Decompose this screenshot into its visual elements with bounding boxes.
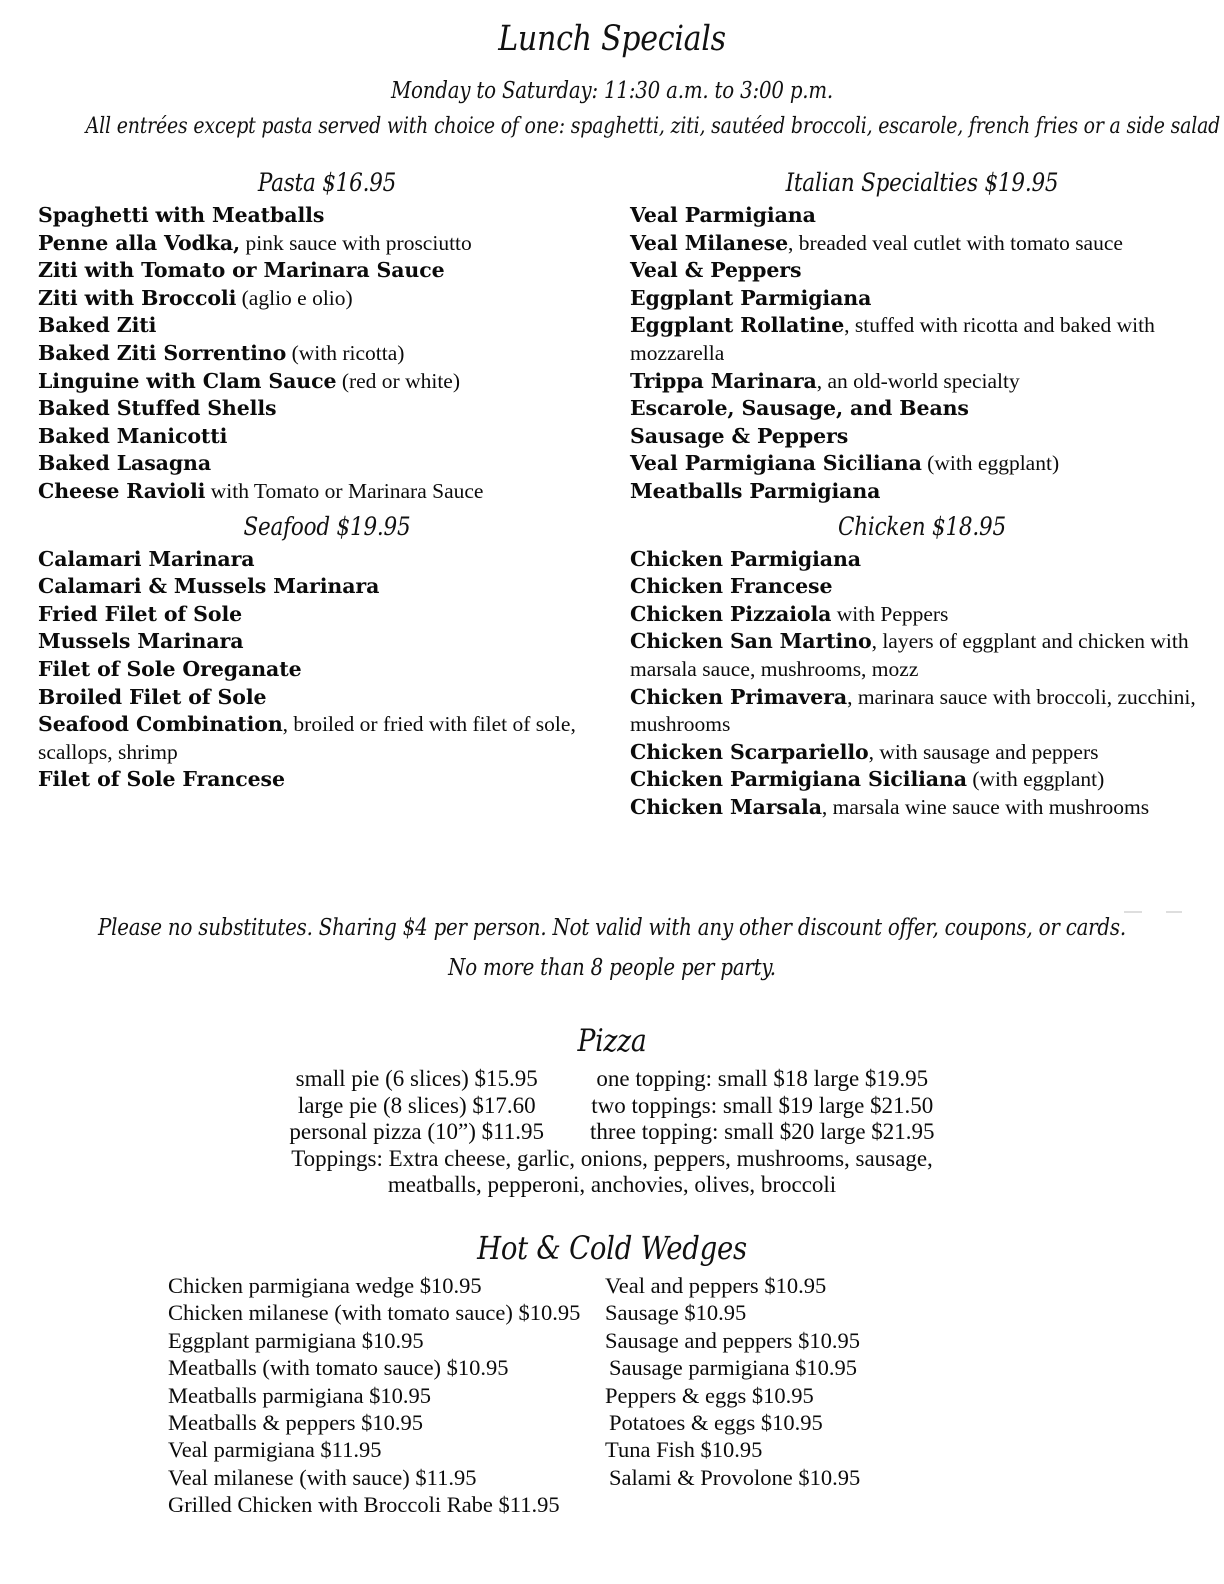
menu-item (630, 739, 1214, 767)
menu-item (630, 601, 1214, 629)
menu-item-description: (with ricotta) (286, 340, 405, 365)
wedge-item: Veal and peppers $10.95 (605, 1273, 827, 1298)
pizza-topping-price-row: two toppings: small $19 large $21.50 (591, 1092, 934, 1118)
menu-item (630, 794, 1214, 822)
menu-item (630, 312, 1214, 367)
menu-item (38, 340, 616, 368)
menu-item (630, 573, 1214, 601)
wedge-item: Chicken milanese (with tomato sauce) $10.95 (168, 1300, 581, 1326)
wedge-item: Grilled Chicken with Broccoli Rabe $11.95 (168, 1492, 560, 1518)
menu-item-name: Ziti with Broccoli (38, 285, 237, 310)
pizza-toppings-line-2: meatballs, pepperoni, anchovies, olives, broccoli (387, 1172, 837, 1198)
right-menu-column (630, 166, 1214, 821)
pizza-topping-price-row: three topping: small $20 large $21.95 (590, 1119, 935, 1145)
menu-item-name: Mussels Marinara (38, 629, 244, 654)
menu-item-name: Baked Manicotti (38, 423, 228, 448)
menu-item-name: Baked Stuffed Shells (38, 396, 277, 421)
pizza-price-row: large pie (8 slices) $17.60 (297, 1092, 536, 1118)
menu-item (38, 656, 616, 684)
menu-item (38, 312, 616, 340)
left-menu-column (38, 166, 616, 794)
menu-item-name: Meatballs Parmigiana (630, 478, 881, 503)
hours-line: Monday to Saturday: 11:30 a.m. to 3:00 p.m. (390, 78, 834, 104)
pizza-pricing-block (0, 1066, 1224, 1199)
pizza-topping-price-row: one topping: small $18 large $19.95 (596, 1066, 929, 1091)
pizza-toppings-line-1: Toppings: Extra cheese, garlic, onions, peppers, mushrooms, sausage, (291, 1145, 933, 1171)
menu-item-description: , marinara sauce with broccoli, zucchini, mushrooms (630, 684, 1196, 737)
menu-item-name: Sausage & Peppers (630, 423, 849, 448)
menu-item-name: Ziti with Tomato or Marinara Sauce (38, 258, 445, 283)
wedge-item: Potatoes & eggs $10.95 (609, 1410, 823, 1436)
menu-item-description: , broiled or fried with filet of sole, scallops, shrimp (38, 712, 576, 764)
menu-item (630, 257, 1214, 285)
menu-item-name: Linguine with Clam Sauce (38, 368, 337, 393)
menu-item (38, 478, 616, 506)
menu-item (38, 573, 616, 601)
disclaimer-line-2: No more than 8 people per party. (448, 955, 776, 981)
menu-item-name: Chicken Parmigiana (630, 546, 861, 571)
menu-item-name: Chicken Francese (630, 574, 833, 599)
menu-item-name: Broiled Filet of Sole (38, 684, 267, 709)
menu-item-name: Trippa Marinara (630, 368, 817, 393)
section-heading-hot-cold-wedges: Hot & Cold Wedges (477, 1229, 747, 1267)
menu-item-name: Eggplant Rollatine (630, 313, 845, 338)
menu-item-name: Filet of Sole Oreganate (38, 656, 302, 681)
menu-item (630, 202, 1214, 230)
wedge-item: Chicken parmigiana wedge $10.95 (168, 1273, 482, 1298)
section-heading-pasta: Pasta $16.95 (257, 168, 397, 197)
wedge-item: Sausage $10.95 (605, 1300, 747, 1326)
menu-item (630, 450, 1214, 478)
menu-item (630, 546, 1214, 574)
menu-item (38, 423, 616, 451)
menu-item (630, 628, 1214, 683)
menu-item (38, 628, 616, 656)
served-with-note: All entrées except pasta served with choice of one: spaghetti, ziti, sautéed broccoli, escarole, french fries or a side salad (85, 114, 1221, 139)
menu-item-name: Chicken Primavera (630, 684, 848, 709)
pasta-item-list (38, 202, 616, 506)
menu-item-name: Baked Lasagna (38, 451, 212, 476)
menu-item (38, 601, 616, 629)
menu-item-description: , marsala wine sauce with mushrooms (821, 794, 1150, 819)
menu-item (38, 766, 616, 794)
menu-item-name: Chicken Marsala (630, 794, 822, 819)
menu-item-name: Seafood Combination (38, 712, 283, 737)
menu-item-description: (red or white) (336, 368, 461, 393)
menu-item (38, 230, 616, 258)
menu-item-description: , an old-world specialty (816, 368, 1020, 393)
scan-artifact-mark (1124, 911, 1142, 913)
menu-item (38, 684, 616, 712)
wedge-item: Meatballs & peppers $10.95 (168, 1410, 423, 1436)
pizza-price-row: personal pizza (10”) $11.95 (289, 1119, 545, 1145)
menu-item-name: Chicken Scarpariello (630, 739, 869, 764)
pizza-toppings-pricing-column (590, 1066, 935, 1146)
wedge-item: Sausage parmigiana $10.95 (609, 1355, 858, 1381)
wedges-right-column (585, 1272, 1045, 1519)
pizza-price-row: small pie (6 slices) $15.95 (295, 1066, 538, 1091)
menu-item (630, 230, 1214, 258)
menu-item-name: Chicken Pizzaiola (630, 601, 832, 626)
menu-item-description: with Peppers (831, 601, 949, 626)
menu-item-name: Penne alla Vodka, (38, 230, 241, 255)
menu-item-description: , with sausage and peppers (868, 739, 1099, 764)
menu-item (630, 684, 1214, 739)
menu-item (630, 368, 1214, 396)
wedge-item: Eggplant parmigiana $10.95 (168, 1327, 424, 1353)
menu-item-description: , stuffed with ricotta and baked with mozzarella (630, 313, 1155, 365)
menu-item-name: Eggplant Parmigiana (630, 285, 872, 310)
menu-item-name: Chicken Parmigiana Siciliana (630, 767, 967, 792)
disclaimer-line-1: Please no substitutes. Sharing $4 per person. Not valid with any other discount offer, coupons, or cards. (98, 915, 1126, 941)
menu-item-name: Escarole, Sausage, and Beans (630, 396, 969, 421)
menu-item (38, 257, 616, 285)
pizza-toppings-list (0, 1146, 1224, 1199)
wedge-item: Sausage and peppers $10.95 (605, 1327, 860, 1353)
chicken-item-list (630, 546, 1214, 822)
menu-item-name: Filet of Sole Francese (38, 767, 285, 792)
menu-item-name: Baked Ziti (38, 313, 157, 338)
menu-item-name: Spaghetti with Meatballs (38, 203, 325, 227)
menu-item (630, 478, 1214, 506)
disclaimer (86, 908, 1139, 988)
wedge-item: Peppers & eggs $10.95 (605, 1382, 814, 1408)
menu-item (630, 423, 1214, 451)
menu-item-name: Veal & Peppers (630, 258, 802, 283)
menu-item-description: , breaded veal cutlet with tomato sauce (788, 230, 1123, 255)
menu-item (38, 450, 616, 478)
wedge-item: Salami & Provolone $10.95 (609, 1464, 861, 1490)
wedge-item: Tuna Fish $10.95 (605, 1437, 763, 1463)
wedge-item: Veal parmigiana $11.95 (168, 1437, 382, 1463)
wedges-block (0, 1272, 1224, 1519)
menu-item-description: , layers of eggplant and chicken with marsala sauce, mushrooms, mozz (630, 629, 1189, 681)
menu-item (38, 395, 616, 423)
menu-item (630, 766, 1214, 794)
menu-item (38, 285, 616, 313)
italian-specialties-item-list (630, 202, 1214, 506)
menu-item-description: (aglio e olio) (236, 285, 353, 310)
wedge-item: Veal milanese (with sauce) $11.95 (168, 1464, 477, 1490)
menu-item (38, 368, 616, 396)
section-heading-chicken: Chicken $18.95 (838, 511, 1006, 541)
menu-item-name: Calamari Marinara (38, 546, 255, 571)
wedges-left-column (0, 1272, 585, 1519)
seafood-item-list (38, 546, 616, 794)
menu-item (38, 711, 616, 766)
menu-item (38, 546, 616, 574)
menu-item-name: Veal Milanese (630, 230, 789, 255)
menu-item (38, 202, 616, 230)
menu-item-name: Baked Ziti Sorrentino (38, 340, 287, 365)
menu-item-name: Veal Parmigiana (630, 203, 816, 227)
menu-item-description: with Tomato or Marinara Sauce (205, 478, 484, 503)
menu-item (630, 285, 1214, 313)
menu-item-description: pink sauce with prosciutto (240, 230, 472, 255)
wedge-item: Meatballs (with tomato sauce) $10.95 (168, 1355, 509, 1381)
section-heading-pizza: Pizza (577, 1023, 647, 1059)
menu-item (630, 395, 1214, 423)
menu-item-name: Chicken San Martino (630, 629, 872, 654)
menu-item-description: (with eggplant) (966, 767, 1105, 792)
menu-item-description: (with eggplant) (921, 451, 1060, 476)
menu-item-name: Fried Filet of Sole (38, 601, 243, 626)
section-heading-seafood: Seafood $19.95 (243, 511, 411, 541)
menu-item-name: Cheese Ravioli (38, 478, 206, 503)
pizza-sizes-column (289, 1066, 544, 1146)
scan-artifact-mark (1166, 911, 1182, 913)
page-title: Lunch Specials (498, 19, 726, 59)
menu-item-name: Veal Parmigiana Siciliana (630, 451, 922, 476)
menu-item-name: Calamari & Mussels Marinara (38, 574, 380, 599)
section-heading-italian-specialties: Italian Specialties $19.95 (785, 168, 1059, 197)
wedge-item: Meatballs parmigiana $10.95 (168, 1382, 432, 1408)
